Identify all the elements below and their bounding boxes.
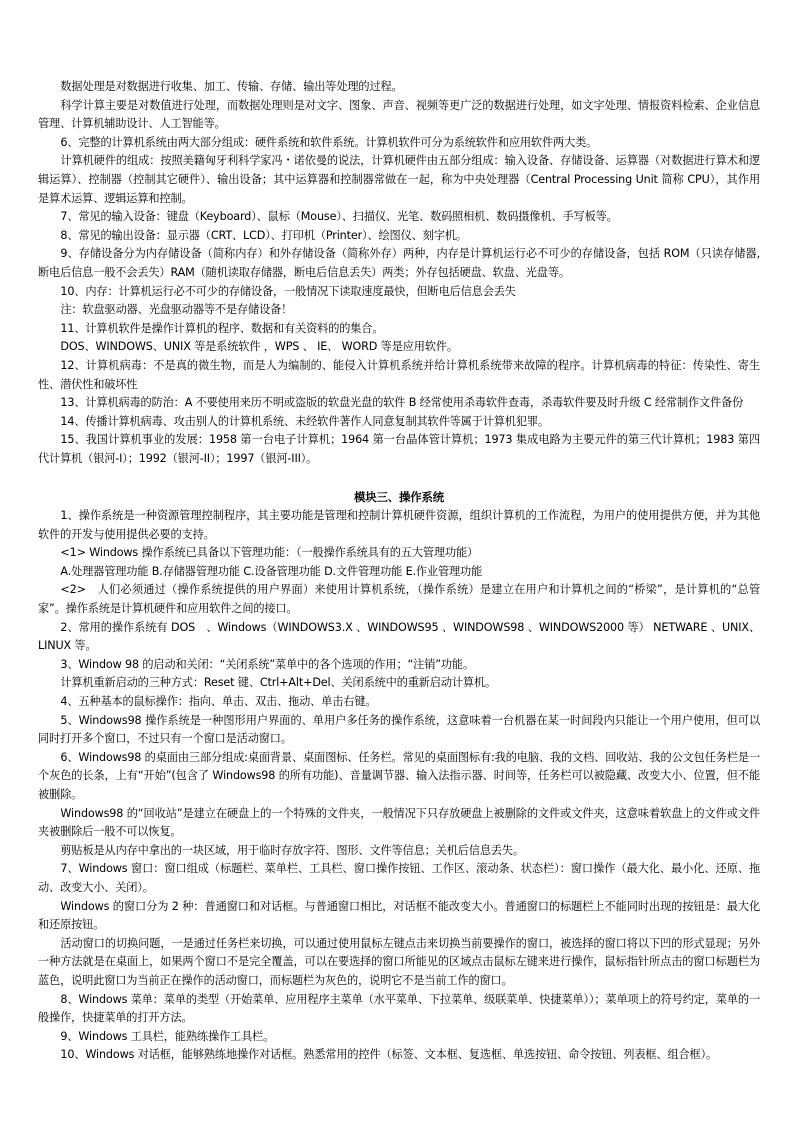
paragraph: 11、计算机软件是操作计算机的程序、数据和有关资料的的集合。	[60, 321, 384, 335]
paragraph: A.处理器管理功能 B.存储器管理功能 C.设备管理功能 D.文件管理功能 E.作业管理功能	[60, 564, 483, 578]
paragraph: 注：软盘驱动器、光盘驱动器等不是存储设备！	[60, 303, 293, 317]
paragraph: 10、内存：计算机运行必不可少的存储设备，一般情况下读取速度最快，但断电后信息会丢失	[60, 284, 516, 298]
paragraph: 计算机重新启动的三种方式：Reset 键、Ctrl+Alt+Del、关闭系统中的重新启动计算机。	[60, 676, 497, 690]
paragraph: 4、五种基本的鼠标操作：指向、单击、双击、拖动、单击右键。	[60, 695, 377, 708]
paragraph: 科学计算主要是对数值进行处理，而数据处理则是对文字、图象、声音、视频等更广泛的数据进行处理，如文字处理、情报资料检索、企业信息管理、计算机辅助设计、人工智能等。	[38, 98, 760, 131]
document-page	[38, 78, 760, 1065]
paragraph: 9、存储设备分为内存储设备（简称内存）和外存储设备（简称外存）两种，内存是计算机运行必不可少的存储设备，包括 ROM（只读存储器,断电后信息一般不会丢失）RAM（随机读取存储器，断电后信息丢失）两类；外存包括硬盘、软盘、光盘等。	[38, 247, 760, 279]
paragraph: 剪贴板是从内存中拿出的一块区域，用于临时存放字符、图形、文件等信息；关机后信息丢失。	[60, 843, 524, 857]
paragraph: 2、常用的操作系统有 DOS 、Windows（WINDOWS3.X 、WINDOWS95 、WINDOWS98 、WINDOWS2000 等） NETWARE 、UNIX、LINUX 等。	[38, 620, 760, 653]
paragraph: Windows98 的“回收站”是建立在硬盘上的一个特殊的文件夹，一般情况下只存放硬盘上被删除的文件或文件夹，这意味着软盘上的文件或文件夹被删除后一般不可以恢复。	[38, 806, 760, 839]
paragraph: 计算机硬件的组成：按照美籍匈牙利科学家冯・诺依曼的说法，计算机硬件由五部分组成：输入设备、存储设备、运算器（对数据进行算术和逻辑运算）、控制器（控制其它硬件）、输出设备；其中运算器和控制器常做在一起，称为中央处理器（Central Processing Unit 简称 CPU），其作用是算术运算、逻辑运算和控制。	[38, 154, 760, 205]
paragraph: 13、计算机病毒的防治：A 不要使用来历不明或盗版的软盘光盘的软件 B 经常使用杀毒软件查毒，杀毒软件要及时升级 C 经常制作文件备份	[60, 396, 744, 410]
paragraph: 7、常见的输入设备：键盘（Keyboard）、鼠标（Mouse）、扫描仪、光笔、数码照相机、数码摄像机、手写板等。	[60, 210, 618, 224]
paragraph: 15、我国计算机事业的发展：1958 第一台电子计算机；1964 第一台晶体管计算机；1973 集成电路为主要元件的第三代计算机；1983 第四代计算机（银河-I）；1992（银河-II）；1997（银河-III）。	[38, 433, 760, 465]
paragraph: 5、Windows98 操作系统是一种图形用户界面的、单用户多任务的操作系统，这意味着一台机器在某一时间段内只能让一个用户使用，但可以同时打开多个窗口，不过只有一个窗口是活动窗口。	[38, 713, 760, 746]
paragraph: 6、完整的计算机系统由两大部分组成：硬件系统和软件系统。计算机软件可分为系统软件和应用软件两大类。	[60, 135, 598, 149]
section-computer-basics	[38, 78, 760, 468]
paragraph: 活动窗口的切换问题，一是通过任务栏来切换，可以通过使用鼠标左键点击来切换当前要操作的窗口，被选择的窗口将以下凹的形式显现；另外一种方法就是在桌面上，如果两个窗口不是完全覆盖，可以在要选择的窗口所能见的区域点击鼠标左键来进行操作，鼠标指针所点击的窗口标题栏为蓝色，说明此窗口为当前正在操作的活动窗口，而标题栏为灰色的，说明它不是当前工作的窗口。	[38, 936, 760, 987]
paragraph: 7、Windows 窗口：窗口组成（标题栏、菜单栏、工具栏、窗口操作按钮、工作区、滚动条、状态栏）：窗口操作（最大化、最小化、还原、拖动、改变大小、关闭）。	[38, 862, 760, 894]
paragraph: 12、计算机病毒：不是真的微生物，而是人为编制的、能侵入计算机系统并给计算机系统带来故障的程序。计算机病毒的特征：传染性、寄生性、潜伏性和破坏性	[38, 358, 760, 391]
paragraph: Windows 的窗口分为 2 种：普通窗口和对话框。与普通窗口相比，对话框不能改变大小。普通窗口的标题栏上不能同时出现的按钮是：最大化和还原按钮。	[38, 899, 760, 932]
section-heading: 模块三、操作系统	[354, 490, 444, 505]
paragraph: 3、Window 98 的启动和关闭：“关闭系统”菜单中的各个选项的作用；“注销”功能。	[60, 657, 474, 671]
paragraph: <1> Windows 操作系统已具备以下管理功能：（一般操作系统具有的五大管理功能）	[60, 546, 479, 560]
paragraph: 10、Windows 对话框，能够熟练地操作对话框。熟悉常用的控件（标签、文本框、复选框、单选按钮、命令按钮、列表框、组合框）。	[60, 1048, 718, 1062]
section-operating-system	[38, 507, 760, 1065]
paragraph: 8、Windows 菜单：菜单的类型（开始菜单、应用程序主菜单（水平菜单、下拉菜单、级联菜单、快捷菜单））；菜单项上的符号约定，菜单的一般操作，快捷菜单的打开方法。	[38, 992, 760, 1025]
paragraph: 1、操作系统是一种资源管理控制程序，其主要功能是管理和控制计算机硬件资源，组织计算机的工作流程，为用户的使用提供方便，并为其他软件的开发与使用提供必要的支持。	[38, 509, 760, 541]
paragraph: 9、Windows 工具栏，能熟练操作工具栏。	[60, 1029, 275, 1043]
paragraph: 8、常见的输出设备：显示器（CRT、LCD）、打印机（Printer）、绘图仪、刻字机。	[60, 228, 467, 242]
paragraph: 14、传播计算机病毒、攻击别人的计算机系统、未经软件著作人同意复制其软件等属于计算机犯罪。	[60, 414, 549, 428]
paragraph: <2> 人们必须通过（操作系统提供的用户界面）来使用计算机系统，（操作系统）是建立在用户和计算机之间的“桥梁”，是计算机的“总管家”。操作系统是计算机硬件和应用软件之间的接口。	[38, 583, 760, 616]
paragraph: DOS、WINDOWS、UNIX 等是系统软件 ，WPS 、 IE、 WORD 等是应用软件。	[60, 340, 458, 354]
paragraph: 数据处理是对数据进行收集、加工、传输、存储、输出等处理的过程。	[60, 80, 403, 93]
paragraph: 6、Windows98 的桌面由三部分组成:桌面背景、桌面图标、任务栏。常见的桌面图标有:我的电脑、我的文档、回收站、我的公文包任务栏是一个灰色的长条，上有“开始”(包含了 Windows98 的所有功能)、音量调节器、输入法指示器、时间等，任务栏可以被隐藏、改变大小、位置，但不能被删除。	[38, 750, 760, 801]
